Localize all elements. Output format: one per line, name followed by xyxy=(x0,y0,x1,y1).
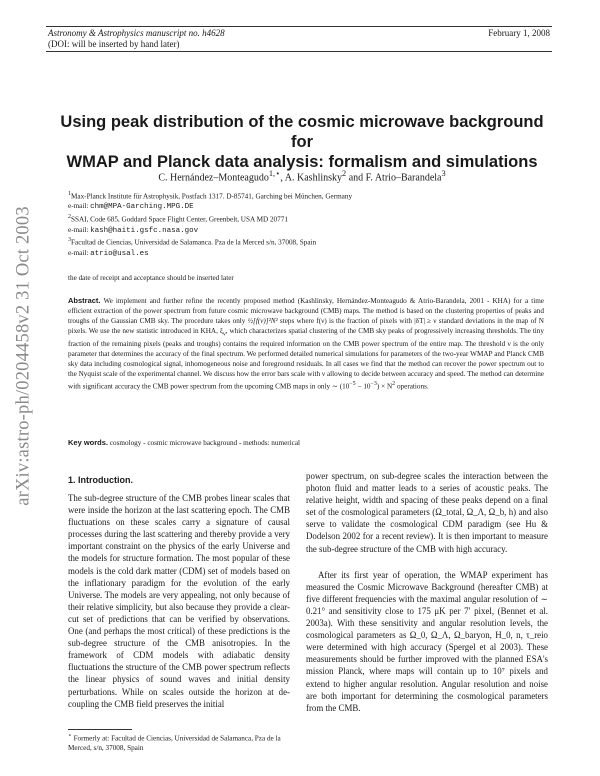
affiliation-3-email: e-mail: atrio@usal.es xyxy=(68,248,149,258)
affiliations xyxy=(68,190,548,260)
math-steps: ½[f(ν)]²N² xyxy=(247,316,278,325)
header-left xyxy=(48,28,225,50)
footnote-mark: ⋆ xyxy=(68,733,72,739)
intro-paragraph-3: After its first year of operation, the WMAP experiment has measured the Cosmic Microwave Background (hereafter CMB) at five different frequencies with the maximal angular resolution of ∼ 0.21° and sensitivity close to 175 μK per 7′ pixel, (Bennet et al. 2003a). With these sensitivity and angular resolution levels, the cosmological parameters as Ω_0, Ω_Λ, Ω_baryon, H_0, n, τ_reio were determined with high accuracy (Spergel et al 2003). These measurements should be further improved with the planned ESA's mission Planck, where maps will contain up to 10⁷ pixels and extend to higher angular resolution. Angular resolution and noise are both important for determining the cosmological parameters from the CMB. xyxy=(306,569,548,713)
author-1-affil: 1,⋆ xyxy=(268,169,281,178)
author-1: C. Hernández–Monteagudo xyxy=(158,172,269,184)
title-line-2: WMAP and Planck data analysis: formalism and simulations xyxy=(66,153,538,171)
affiliation-1-email: e-mail: chm@MPA-Garching.MPG.DE xyxy=(68,202,194,212)
author-2: , A. Kashlinsky xyxy=(280,172,343,184)
intro-left-column xyxy=(68,492,290,710)
affiliation-3: $^3$Facultad de Ciencias, Universidad de Salamanca. Pza de la Merced s/n, 37008, Spain xyxy=(68,237,317,247)
email-link[interactable]: kash@haiti.gsfc.nasa.gov xyxy=(90,226,199,235)
paper-title xyxy=(60,112,544,172)
keywords xyxy=(68,438,544,447)
affiliation-1: $^1$Max-Planck Institute für Astrophysik, Postfach 1317. D-85741, Garching bei München, Germany xyxy=(68,191,353,201)
keywords-text: cosmology - cosmic microwave background - methods: numerical xyxy=(109,439,301,447)
intro-paragraph-2: power spectrum, on sub-degree scales the interaction between the photon fluid and matter leads to a series of acoustic peaks. The relative height, width and spacing of these peaks depend on a final set of the cosmological parameters (Ω_total, Ω_Λ, Ω_b, h) and also serve to validate the cosmological CDM paradigm (see Hu & Dodelson 2002 for a recent review). It is then important to measure the sub-degree structure of the CMB with high accuracy. xyxy=(306,471,548,554)
abstract: Abstract. We implement and further refine the recently proposed method (Kashlinsky, Hernández-Monteagudo & Atrio-Barandela, 2001 - KHA) for a time efficient extraction of the power spectrum from future cosmic microwave background (CMB) maps. The method is based on the clustering properties of peaks and troughs of the Gaussian CMB sky. The procedure takes only ½[f(ν)]²N² steps where f(ν) is the fraction of pixels with |δT| ≥ ν standard deviations in the map of N pixels. We use the new statistic introduced in KHA, $\xi_\nu$, which characterizes spatial clustering of the CMB sky peaks of progressively increasing thresholds. The tiny fraction of the remaining pixels (peaks and troughs) contains the required information on the CMB power spectrum of the entire map. The threshold ν is the only parameter that determines the accuracy of the final spectrum. We performed detailed numerical simulations for parameters of the two-year WMAP and Planck CMB sky data including cosmological signal, inhomogeneous noise and foreground residuals. In all cases we find that the method can recover the power spectrum out to the Nyquist scale of the experimental channel. We discuss how the error bars scale with ν allowing to decide between accuracy and speed. The method can determine with significant accuracy the CMB power spectrum from the upcoming CMB maps in only ∼ $(10^{-5} - 10^{-3}) \times N^2$ operations. xyxy=(68,296,545,391)
author-2-affil: 2 xyxy=(342,169,347,178)
footnote xyxy=(68,732,292,754)
header-bottom-rule xyxy=(46,51,552,52)
header-top-rule xyxy=(46,26,552,27)
keywords-label: Key words. xyxy=(68,438,109,447)
journal-line: Astronomy & Astrophysics manuscript no. h4628 xyxy=(48,28,225,38)
abstract-label: Abstract. xyxy=(68,296,101,305)
author-list xyxy=(60,168,544,183)
title-line-1: Using peak distribution of the cosmic microwave background for xyxy=(60,113,544,151)
header-date: February 1, 2008 xyxy=(488,28,550,38)
intro-paragraph-1: The sub-degree structure of the CMB probes linear scales that were inside the horizon at the last scattering epoch. The CMB fluctuations on these scales carry a signature of causal processes during the last scattering and thereby provide a very important constraint on the physics of the early Universe and the models for structure formation. The most popular of these models is the cold dark matter (CDM) set of models based on the inflationary paradigm for the evolution of the early Universe. The models are very appealing, not only because of their relative simplicity, but also because they provide a clear-cut set of predictions that can be verified by observations. One (and perhaps the most critical) of these predictions is the sub-degree structure of the CMB anisotropies. In the framework of CDM models with adiabatic density fluctuations the structure of the CMB power spectrum reflects the linear physics of sound waves and initial density perturbations. While on scales outside the horizon at de-coupling the CMB field preserves the initial xyxy=(68,493,290,709)
affiliation-2: $^2$SSAI, Code 685, Goddard Space Flight Center, Greenbelt, USA MD 20771 xyxy=(68,214,288,224)
doi-line: (DOI: will be inserted by hand later) xyxy=(48,39,180,49)
footnote-rule xyxy=(68,729,132,730)
footnote-text: Formerly at: Facultad de Ciencias, Universidad de Salamanca, Pza de la Merced, s/n, 37008, Spain xyxy=(68,734,281,753)
email-link[interactable]: atrio@usal.es xyxy=(90,249,149,258)
author-3-affil: 3 xyxy=(441,169,446,178)
arxiv-stamp xyxy=(14,176,34,536)
arxiv-stamp-text: arXiv:astro-ph/0204458v2 31 Oct 2003 xyxy=(13,206,34,506)
received-note: the date of receipt and acceptance should be inserted later xyxy=(68,274,234,282)
section-heading: 1. Introduction. xyxy=(68,475,133,485)
author-3: and F. Atrio–Barandela xyxy=(346,172,442,184)
email-link[interactable]: chm@MPA-Garching.MPG.DE xyxy=(90,203,194,212)
affiliation-2-email: e-mail: kash@haiti.gsfc.nasa.gov xyxy=(68,225,199,235)
intro-right-column xyxy=(306,470,548,714)
